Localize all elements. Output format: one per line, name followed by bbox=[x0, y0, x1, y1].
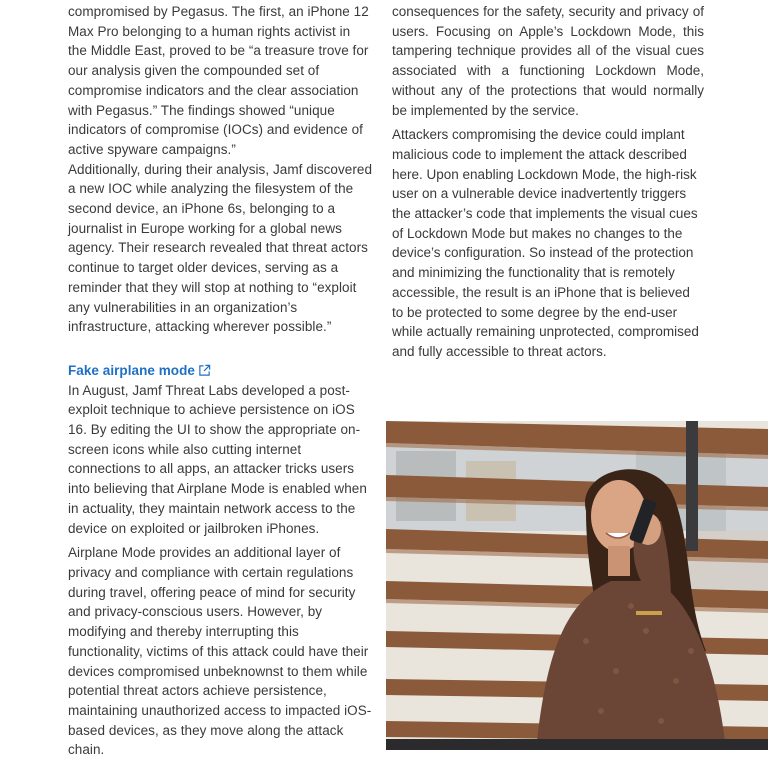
right-para-2: Attackers compromising the device could implant malicious code to implement the attack described here. Upon enabling Lockdown Mode, the high-risk user on a vulnerable device inadvertently triggers the attacker’s code that implements the visual cues of Lockdown Mode but makes no changes to the device’s configuration. So instead of the protection and minimizing the functionality that is remotely accessible, the result is an iPhone that is believed to be protected to some degree by the end-user while actually remaining unprotected, compromised and fully accessible to threat actors. bbox=[392, 127, 699, 359]
left-column bbox=[68, 2, 372, 760]
right-column bbox=[392, 2, 704, 362]
photo-illustration bbox=[386, 421, 768, 750]
left-para-2: Additionally, during their analysis, Jamf discovered a new IOC while analyzing the filesystem of the second device, an iPhone 6s, belonging to a journalist in Europe working for a global news agency. Their research revealed that threat actors continue to target older devices, serving as a reminder that they will stop at nothing to “exploit any vulnerabilities in an organization’s infrastructure, attacking wherever possible.” bbox=[68, 161, 372, 335]
left-para-1: compromised by Pegasus. The first, an iPhone 12 Max Pro belonging to a human rights activist in the Middle East, proved to be “a treasure trove for our analysis given the compounded set of compromise indicators and the clear association with Pegasus.” The findings showed “unique indicators of compromise (IOCs) and evidence of active spyware campaigns.” bbox=[68, 4, 369, 157]
left-para-3: In August, Jamf Threat Labs developed a post-exploit technique to achieve persistence on iOS 16. By editing the UI to show the appropriate on-screen icons while also cutting internet connections to all apps, an attacker tricks users into believing that Airplane Mode is enabled when in actuality, they maintain network access to the device on exploited or jailbroken iPhones. bbox=[68, 382, 367, 536]
right-para-1: consequences for the safety, security and privacy of users. Focusing on Apple’s Lockdown Mode, this tampering technique provides all of the visual cues associated with a functioning Lockdown Mode, without any of the protections that would normally be implemented by the service. bbox=[392, 4, 704, 118]
woman-on-phone-photo bbox=[386, 421, 768, 750]
section-heading[interactable]: Fake airplane mode bbox=[68, 362, 195, 378]
fake-airplane-mode-link[interactable] bbox=[68, 361, 372, 381]
left-para-4: Airplane Mode provides an additional layer of privacy and compliance with certain regulations during travel, offering peace of mind for security and privacy-conscious users. However, by modifying and thereby interrupting this functionality, victims of this attack could have their devices compromised unbeknownst to them while potential threat actors achieve persistence, maintaining unauthorized access to impacted iOS-based devices, as they move along the attack chain. bbox=[68, 545, 372, 758]
external-link-icon[interactable] bbox=[198, 364, 211, 377]
